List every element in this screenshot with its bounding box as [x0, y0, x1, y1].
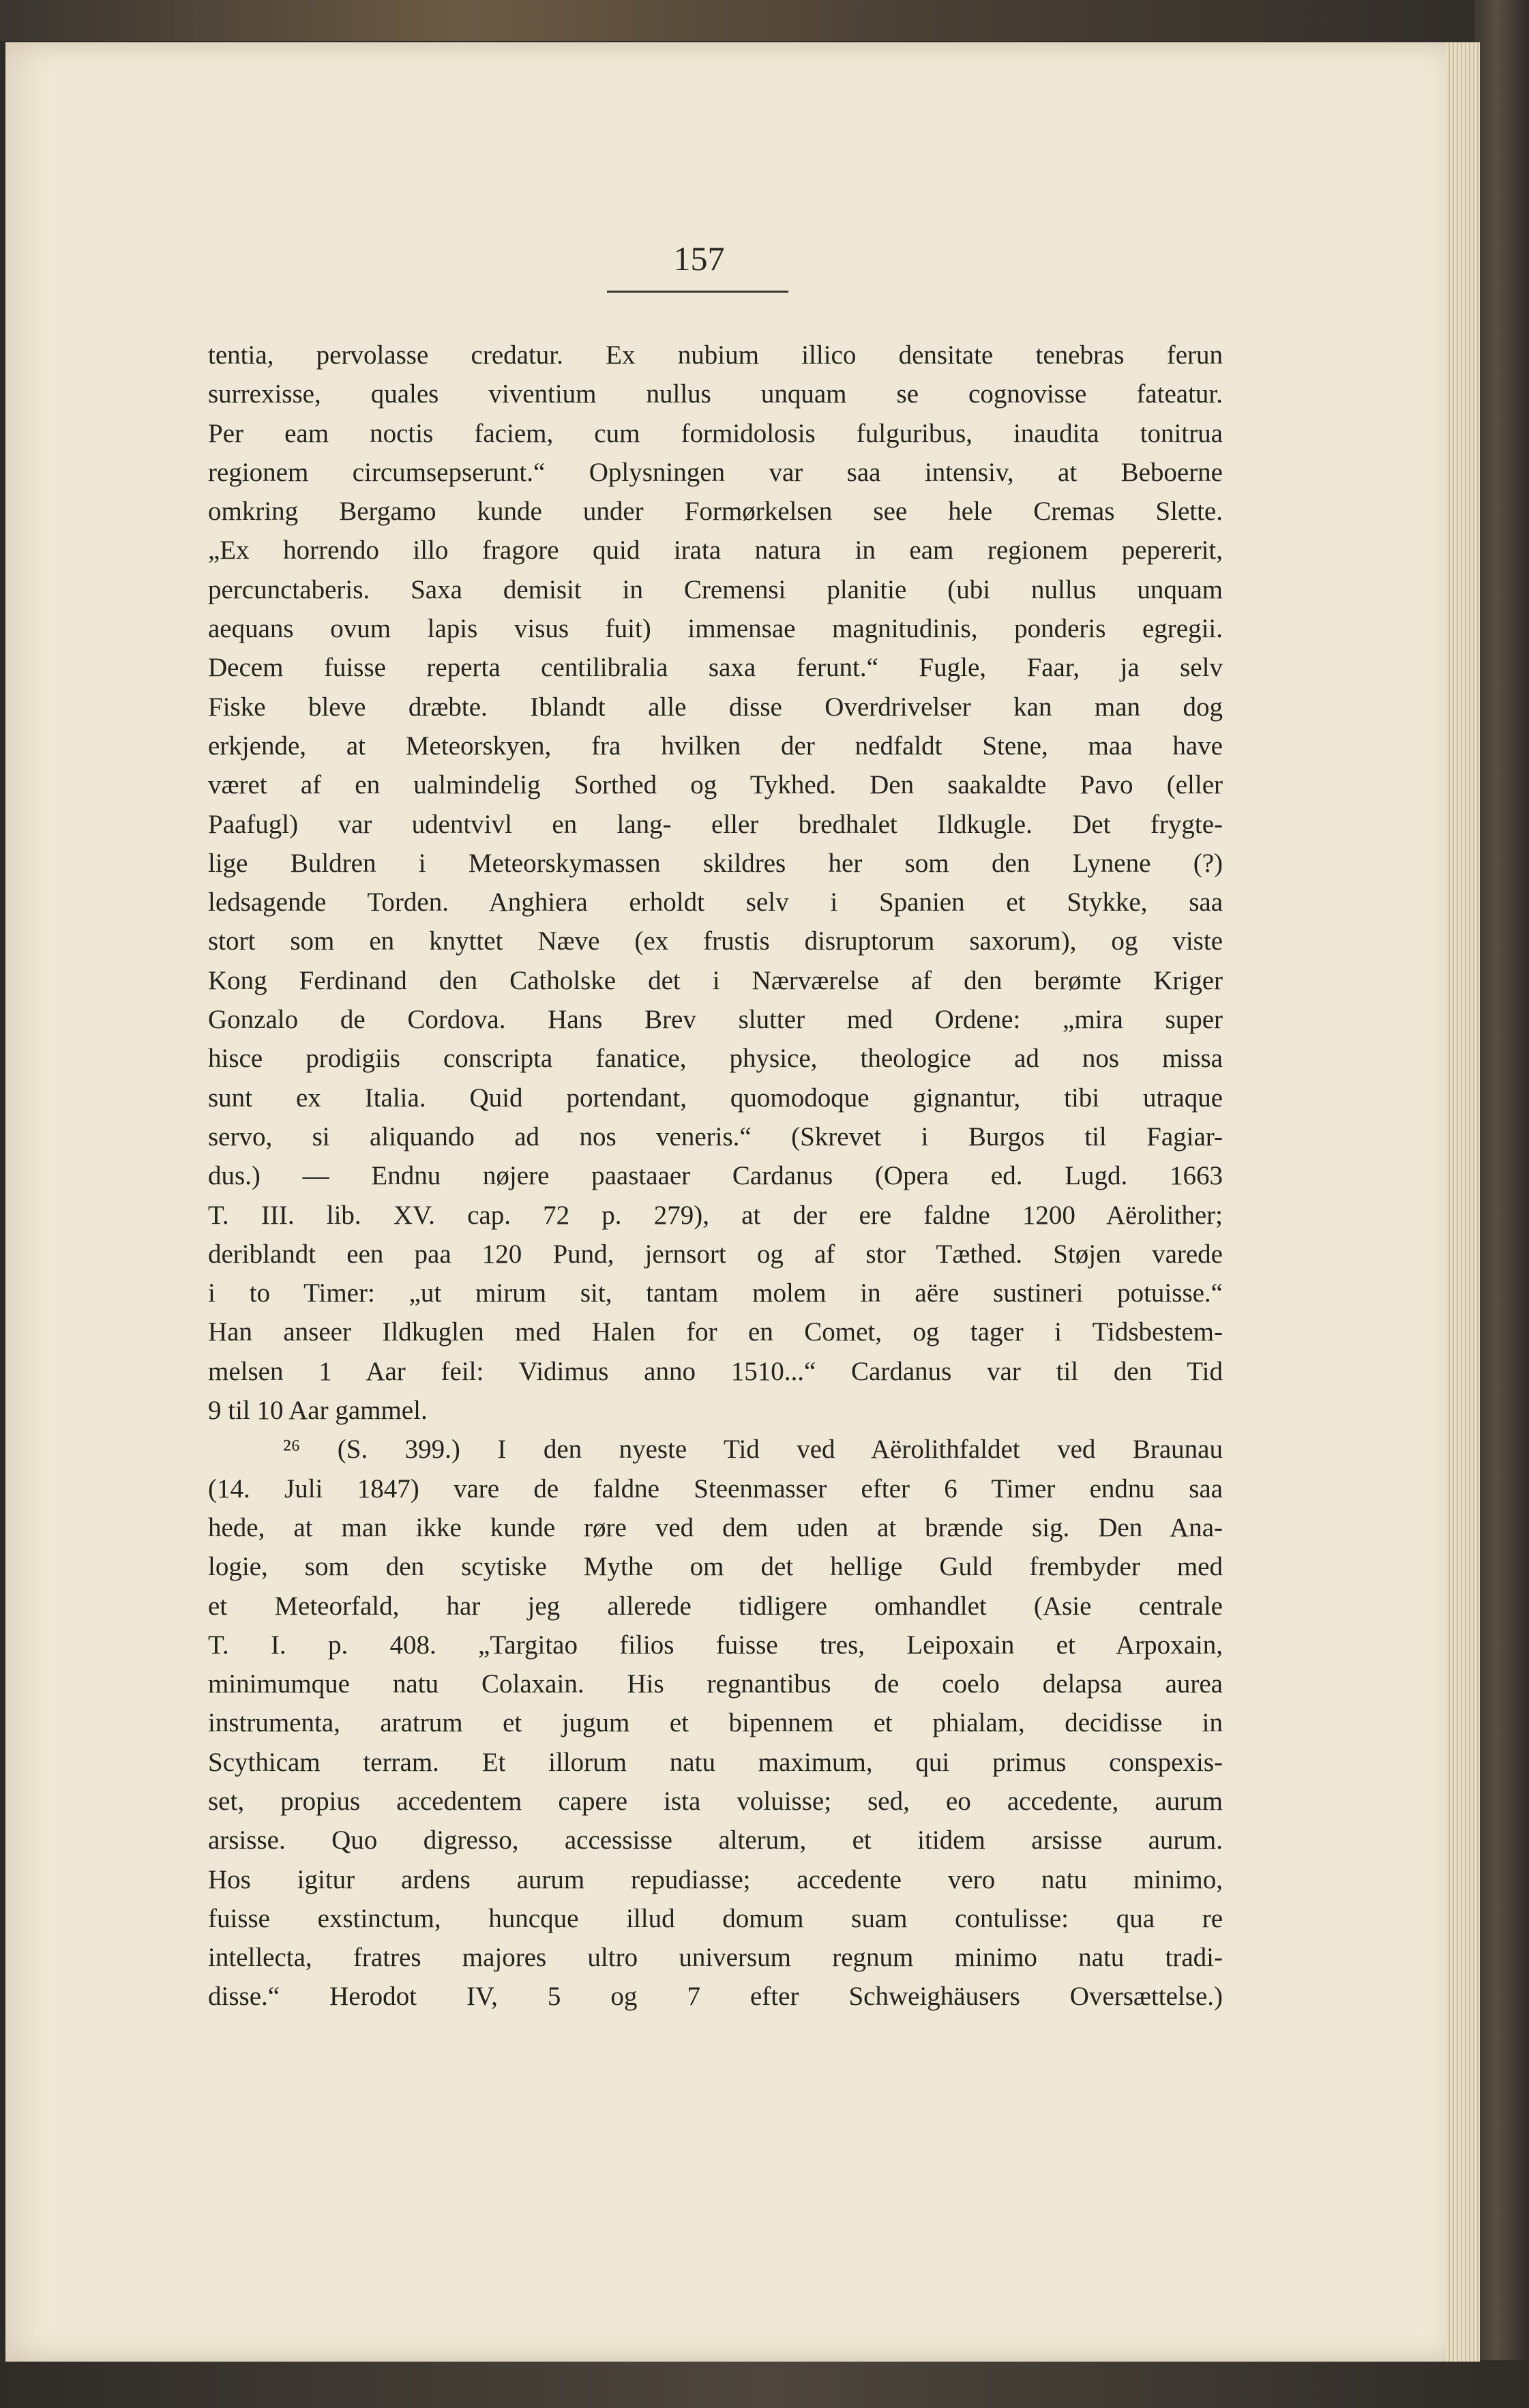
text-line: Kong Ferdinand den Catholske det i Nærværelse af den berømte Kriger [208, 965, 1223, 995]
text-line: T. I. p. 408. „Targitao filios fuisse tres, Leipoxain et Arpoxain, [208, 1630, 1223, 1660]
text-line: „Ex horrendo illo fragore quid irata natura in eam regionem pepererit, [208, 535, 1223, 566]
text-line: Decem fuisse reperta centilibralia saxa ferunt.“ Fugle, Faar, ja selv [208, 653, 1223, 683]
text-line: lige Buldren i Meteorskymassen skildres her som den Lynene (?) [208, 848, 1223, 878]
text-line: melsen 1 Aar feil: Vidimus anno 1510...“ Cardanus var til den Tid [208, 1356, 1223, 1386]
text-line: ²⁶ (S. 399.) I den nyeste Tid ved Aërolithfaldet ved Braunau [283, 1435, 1223, 1465]
text-line: dus.) — Endnu nøjere paastaaer Cardanus (Opera ed. Lugd. 1663 [208, 1161, 1223, 1191]
text-line: i to Timer: „ut mirum sit, tantam molem in aëre sustineri potuisse.“ [208, 1278, 1223, 1308]
text-line: tentia, pervolasse credatur. Ex nubium illico densitate tenebras ferun [208, 340, 1223, 370]
text-line: Gonzalo de Cordova. Hans Brev slutter med Ordene: „mira super [208, 1005, 1223, 1035]
text-line: intellecta, fratres majores ultro universum regnum minimo natu tradi- [208, 1943, 1223, 1973]
text-line: arsisse. Quo digresso, accessisse alterum, et itidem arsisse aurum. [208, 1825, 1223, 1855]
text-line: Per eam noctis faciem, cum formidolosis fulguribus, inaudita tonitrua [208, 418, 1223, 448]
text-line: stort som en knyttet Næve (ex frustis disruptorum saxorum), og viste [208, 926, 1223, 956]
text-line: instrumenta, aratrum et jugum et bipennem et phialam, decidisse in [208, 1708, 1223, 1738]
text-line: aequans ovum lapis visus fuit) immensae magnitudinis, ponderis egregii. [208, 614, 1223, 644]
text-line: disse.“ Herodot IV, 5 og 7 efter Schweighäusers Oversættelse.) [208, 1982, 1223, 2012]
text-line: Hos igitur ardens aurum repudiasse; accedente vero natu minimo, [208, 1864, 1223, 1894]
text-line: regionem circumsepserunt.“ Oplysningen var saa intensiv, at Beboerne [208, 457, 1223, 487]
text-line: været af en ualmindelig Sorthed og Tykhed. Den saakaldte Pavo (eller [208, 770, 1223, 800]
text-line: Han anseer Ildkuglen med Halen for en Comet, og tager i Tidsbestem- [208, 1317, 1223, 1347]
page-number-rule [607, 291, 788, 293]
text-line: deriblandt een paa 120 Pund, jernsort og af stor Tæthed. Støjen varede [208, 1239, 1223, 1269]
text-line: minimumque natu Colaxain. His regnantibus de coelo delapsa aurea [208, 1669, 1223, 1699]
text-line: omkring Bergamo kunde under Formørkelsen see hele Cremas Slette. [208, 497, 1223, 527]
body-text [208, 336, 1223, 2016]
book-cover-top [0, 0, 1529, 41]
text-line: servo, si aliquando ad nos veneris.“ (Skrevet i Burgos til Fagiar- [208, 1121, 1223, 1151]
text-line: surrexisse, quales viventium nullus unquam se cognovisse fateatur. [208, 379, 1223, 409]
text-line: hisce prodigiis conscripta fanatice, physice, theologice ad nos missa [208, 1044, 1223, 1074]
text-line: set, propius accedentem capere ista voluisse; sed, eo accedente, aurum [208, 1786, 1223, 1816]
text-line: (14. Juli 1847) vare de faldne Steenmasser efter 6 Timer endnu saa [208, 1473, 1223, 1503]
text-line: Paafugl) var udentvivl en lang- eller bredhalet Ildkugle. Det frygte- [208, 809, 1223, 839]
text-line: T. III. lib. XV. cap. 72 p. 279), at der ere faldne 1200 Aërolither; [208, 1200, 1223, 1230]
book-cover-bottom [0, 2360, 1529, 2408]
text-line: 9 til 10 Aar gammel. [208, 1396, 428, 1426]
text-line: sunt ex Italia. Quid portendant, quomodoque gignantur, tibi utraque [208, 1083, 1223, 1113]
text-line: logie, som den scytiske Mythe om det hellige Guld frembyder med [208, 1552, 1223, 1582]
text-line: Scythicam terram. Et illorum natu maximum, qui primus conspexis- [208, 1747, 1223, 1777]
text-line: ledsagende Torden. Anghiera erholdt selv i Spanien et Stykke, saa [208, 887, 1223, 917]
text-line: fuisse exstinctum, huncque illud domum suam contulisse: qua re [208, 1903, 1223, 1933]
text-line: hede, at man ikke kunde røre ved dem uden at brænde sig. Den Ana- [208, 1512, 1223, 1542]
text-line: percunctaberis. Saxa demisit in Cremensi planitie (ubi nullus unquam [208, 574, 1223, 604]
text-line: erkjende, at Meteorskyen, fra hvilken der nedfaldt Stene, maa have [208, 731, 1223, 761]
page-number: 157 [673, 239, 725, 278]
text-line: et Meteorfald, har jeg allerede tidligere omhandlet (Asie centrale [208, 1591, 1223, 1621]
book-cover-right [1474, 0, 1529, 2408]
page-edges [1446, 42, 1480, 2362]
text-line: Fiske bleve dræbte. Iblandt alle disse Overdrivelser kan man dog [208, 692, 1223, 722]
